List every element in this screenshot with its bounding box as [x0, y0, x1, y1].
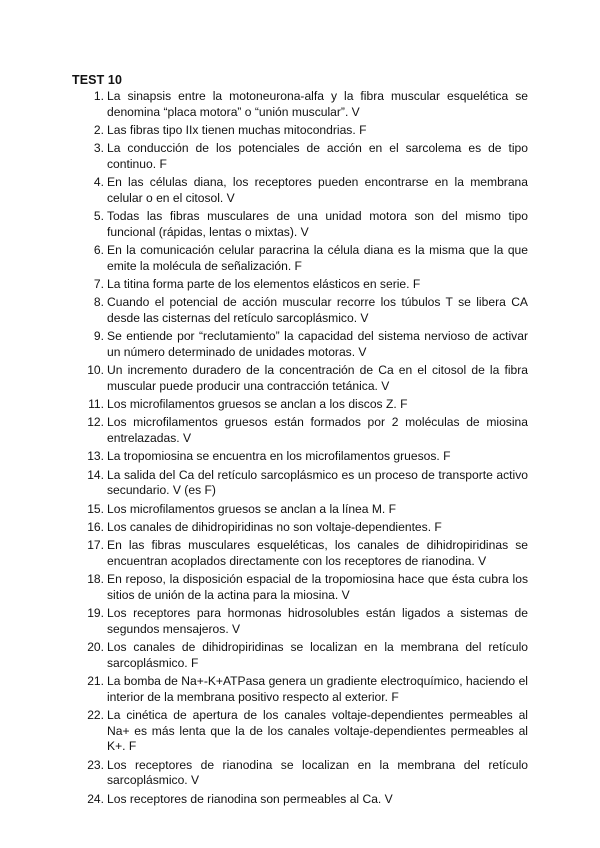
question-text: Un incremento duradero de la concentración de Ca en el citosol de la fibra muscular puede producir una contracción tetánica. V [107, 363, 528, 394]
page-title: TEST 10 [72, 73, 123, 87]
question-number: 15. [87, 501, 104, 516]
question-text: Los receptores para hormonas hidrosolubles están ligados a sistemas de segundos mensajeros. V [107, 605, 528, 636]
question-item [72, 708, 528, 755]
question-item [72, 123, 528, 139]
question-number: 20. [87, 639, 104, 654]
question-number: 9. [93, 329, 104, 344]
question-item [72, 295, 528, 327]
question-number: 17. [87, 537, 104, 552]
question-list [72, 89, 528, 810]
question-text: La tropomiosina se encuentra en los microfilamentos gruesos. F [107, 449, 451, 464]
question-text: La sinapsis entre la motoneurona-alfa y la fibra muscular esquelética se denomina “placa motora” o “unión muscular”. V [107, 89, 528, 119]
question-text: Los canales de dihidropiridinas se localizan en la membrana del retículo sarcoplásmico. F [107, 639, 528, 670]
question-text: Los canales de dihidropiridinas no son voltaje-dependientes. F [107, 519, 442, 534]
question-number: 11. [88, 397, 104, 412]
question-number: 24. [87, 791, 104, 806]
question-text: En las células diana, los receptores pueden encontrarse en la membrana celular o en el citosol. V [107, 175, 528, 205]
question-number: 13. [87, 449, 104, 464]
question-number: 3. [93, 141, 104, 156]
question-number: 10. [87, 363, 104, 378]
question-text: Las fibras tipo IIx tienen muchas mitocondrias. F [107, 122, 367, 137]
question-item [72, 520, 528, 536]
question-item [72, 209, 528, 241]
question-number: 1. [93, 89, 104, 103]
question-text: La conducción de los potenciales de acción en el sarcolema es de tipo continuo. F [107, 141, 528, 171]
question-text: Se entiende por “reclutamiento” la capacidad del sistema nervioso de activar un número determinado de unidades motoras. V [107, 329, 528, 360]
question-number: 22. [87, 707, 104, 722]
question-text: La cinética de apertura de los canales voltaje-dependientes permeables al Na+ es más lenta que la de los canales voltaje-dependientes permeables al K+. F [107, 707, 528, 754]
question-text: Los microfilamentos gruesos están formados por 2 moléculas de miosina entrelazadas. V [107, 415, 528, 446]
question-item [72, 363, 528, 395]
question-number: 18. [87, 571, 104, 586]
question-text: Los microfilamentos gruesos se anclan a los discos Z. F [107, 397, 408, 412]
question-item [72, 89, 528, 121]
question-number: 23. [87, 757, 104, 772]
question-item [72, 606, 528, 638]
question-item [72, 792, 528, 808]
question-text: Los microfilamentos gruesos se anclan a la línea M. F [107, 501, 397, 516]
question-number: 4. [93, 175, 104, 190]
question-text: La bomba de Na+-K+ATPasa genera un gradiente electroquímico, haciendo el interior de la membrana positivo respecto al exterior. F [107, 673, 528, 704]
question-text: En las fibras musculares esqueléticas, los canales de dihidropiridinas se encuentran acoplados directamente con los receptores de rianodina. V [107, 537, 528, 568]
question-number: 19. [87, 605, 104, 620]
question-number: 21. [87, 673, 104, 688]
question-item [72, 640, 528, 672]
question-text: Cuando el potencial de acción muscular recorre los túbulos T se libera CA desde las cisternas del retículo sarcoplásmico. V [107, 295, 528, 326]
question-item [72, 674, 528, 706]
question-item [72, 141, 528, 173]
question-item [72, 329, 528, 361]
question-item [72, 415, 528, 447]
question-item [72, 277, 528, 293]
question-text: La titina forma parte de los elementos elásticos en serie. F [107, 277, 421, 292]
question-text: Todas las fibras musculares de una unidad motora son del mismo tipo funcional (rápidas, lentas o mixtas). V [107, 209, 528, 239]
question-number: 6. [93, 243, 104, 258]
question-item [72, 397, 528, 413]
question-item [72, 468, 528, 500]
question-text: En la comunicación celular paracrina la célula diana es la misma que la que emite la molécula de señalización. F [107, 243, 528, 273]
question-item [72, 572, 528, 604]
question-number: 5. [93, 209, 104, 224]
question-text: En reposo, la disposición espacial de la tropomiosina hace que ésta cubra los sitios de unión de la actina para la miosina. V [107, 571, 528, 602]
question-item [72, 758, 528, 790]
question-text: Los receptores de rianodina son permeables al Ca. V [107, 791, 393, 806]
question-number: 2. [93, 122, 104, 137]
question-number: 16. [87, 519, 104, 534]
question-number: 8. [93, 295, 104, 310]
question-item [72, 243, 528, 275]
question-text: Los receptores de rianodina se localizan en la membrana del retículo sarcoplásmico. V [107, 757, 528, 788]
question-number: 12. [87, 415, 104, 430]
question-number: 14. [87, 467, 104, 482]
question-item [72, 538, 528, 570]
question-item [72, 449, 528, 465]
question-text: La salida del Ca del retículo sarcoplásmico es un proceso de transporte activo secundario. V (es F) [107, 467, 528, 498]
question-item [72, 502, 528, 518]
question-number: 7. [93, 277, 104, 292]
question-item [72, 175, 528, 207]
